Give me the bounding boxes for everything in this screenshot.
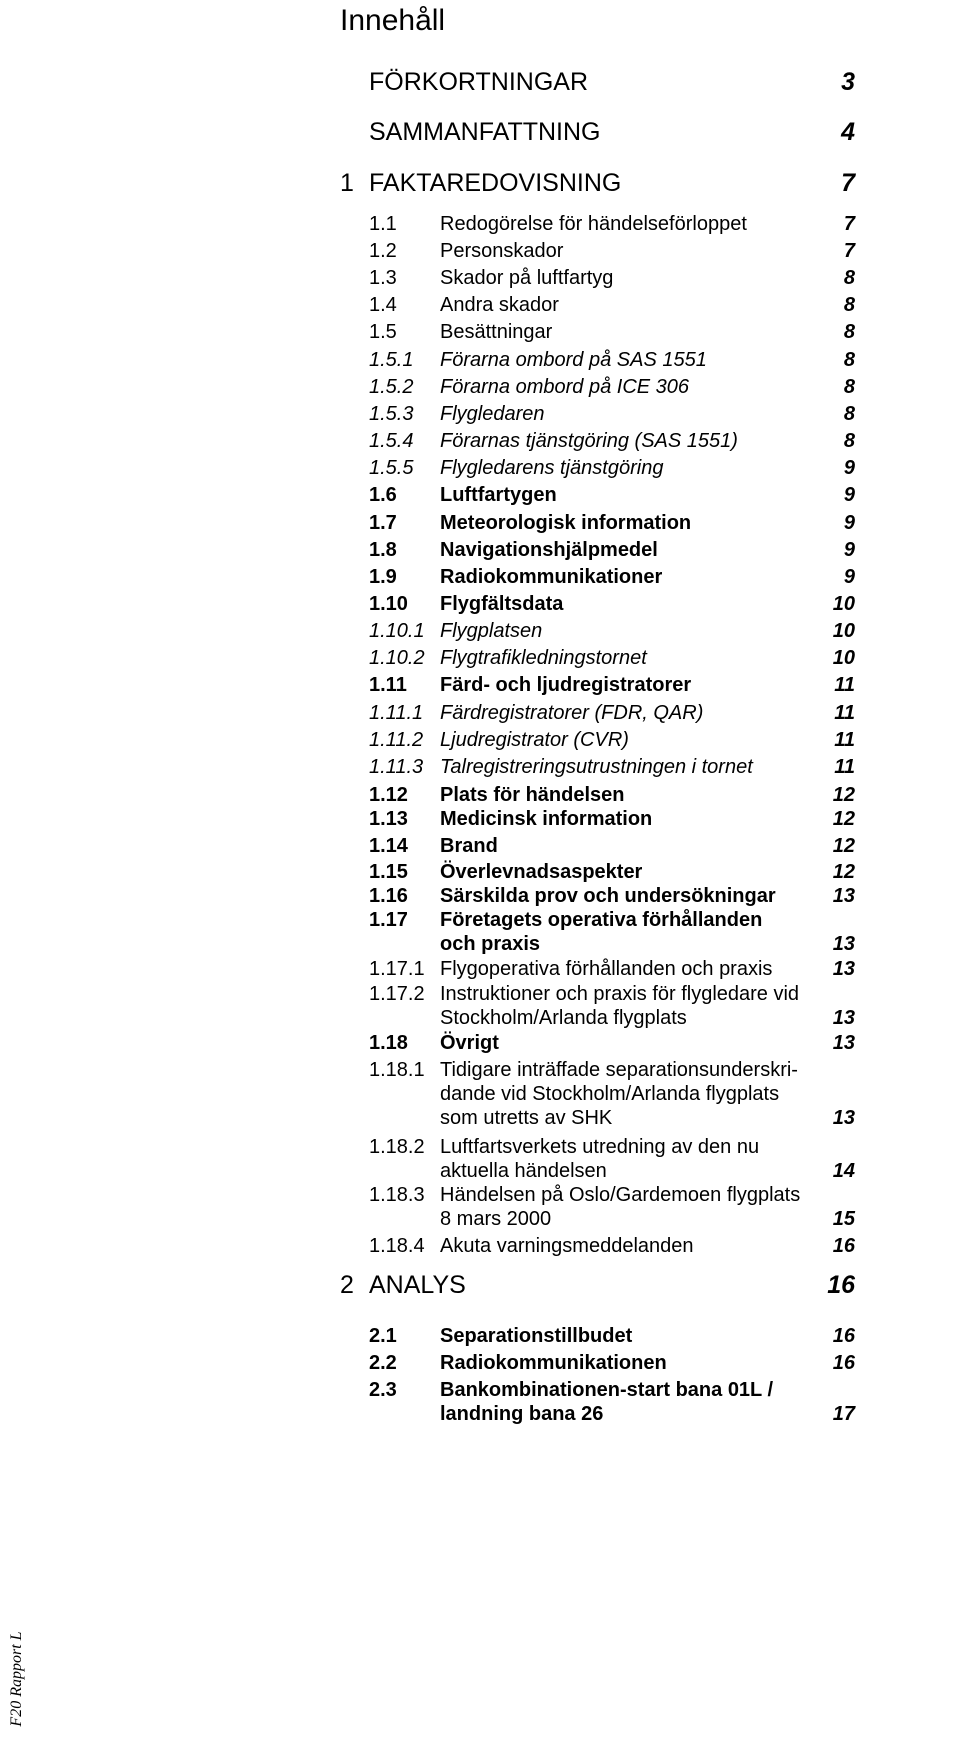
- toc-entry-number: 1.11.2: [369, 729, 424, 751]
- toc-entry-title: Andra skador: [440, 294, 559, 316]
- toc-entry-page-number: 12: [832, 835, 855, 857]
- toc-entry-page-number: 7: [843, 240, 855, 262]
- toc-entry-title-continuation: och praxis: [440, 933, 541, 955]
- toc-entry-number: 1.3: [369, 267, 397, 289]
- toc-entry-page-number: 10: [832, 593, 855, 615]
- toc-entry-number: 1.15: [369, 861, 408, 883]
- toc-entry-title: Personskador: [440, 240, 564, 262]
- toc-entry-page-number: 7: [841, 169, 855, 197]
- toc-entry-number: 2: [340, 1271, 354, 1299]
- toc-entry-title: Särskilda prov och undersökningar: [440, 885, 776, 907]
- toc-entry-title: Brand: [440, 835, 498, 857]
- page-title: Innehåll: [340, 4, 446, 37]
- toc-entry-title-continuation: dande vid Stockholm/Arlanda flygplats: [440, 1083, 780, 1105]
- toc-entry-number: 1.18: [369, 1032, 408, 1054]
- toc-entry-number: 1.2: [369, 240, 397, 262]
- toc-entry-title: Företagets operativa förhållanden: [440, 909, 763, 931]
- toc-entry-page-number: 16: [832, 1352, 855, 1374]
- toc-entry-page-number: 9: [843, 566, 855, 588]
- toc-entry-number: 1.5.5: [369, 457, 414, 479]
- toc-entry-page-number: 15: [832, 1208, 855, 1230]
- toc-entry-number: 1.1: [369, 213, 397, 235]
- toc-entry-number: 1.18.2: [369, 1136, 425, 1158]
- toc-entry-page-number: 11: [834, 674, 855, 696]
- toc-entry-title-continuation: landning bana 26: [440, 1403, 604, 1425]
- toc-entry-title: Radiokommunikationen: [440, 1352, 667, 1374]
- toc-entry-title: Ljudregistrator (CVR): [440, 729, 629, 751]
- toc-entry-page-number: 16: [832, 1235, 855, 1257]
- toc-entry-number: 1.11: [369, 674, 407, 696]
- toc-entry-title: Flygplatsen: [440, 620, 543, 642]
- toc-entry-title-continuation: Stockholm/Arlanda flygplats: [440, 1007, 687, 1029]
- toc-entry-page-number: 10: [832, 620, 855, 642]
- toc-entry-page-number: 8: [843, 321, 855, 343]
- toc-entry-number: 1.7: [369, 512, 397, 534]
- toc-entry-title: Talregistreringsutrustningen i tornet: [440, 756, 753, 778]
- toc-entry-page-number: 8: [843, 349, 855, 371]
- toc-entry-number: 1.16: [369, 885, 408, 907]
- toc-entry-number: 1.5.3: [369, 403, 414, 425]
- toc-entry-number: 2.2: [369, 1352, 397, 1374]
- toc-entry-number: 2.3: [369, 1379, 397, 1401]
- toc-entry-title: FÖRKORTNINGAR: [369, 68, 588, 96]
- toc-entry-page-number: 8: [843, 294, 855, 316]
- toc-entry-title: Radiokommunikationer: [440, 566, 663, 588]
- toc-entry-number: 1.6: [369, 484, 397, 506]
- toc-entry-number: 1.10.2: [369, 647, 425, 669]
- toc-entry-title: Flygledarens tjänstgöring: [440, 457, 664, 479]
- toc-entry-title: Plats för händelsen: [440, 784, 625, 806]
- toc-entry-page-number: 8: [843, 267, 855, 289]
- toc-entry-page-number: 13: [832, 933, 855, 955]
- toc-entry-title: Händelsen på Oslo/Gardemoen flygplats: [440, 1184, 801, 1206]
- toc-entry-page-number: 9: [843, 539, 855, 561]
- toc-entry-number: 1.14: [369, 835, 408, 857]
- toc-entry-number: 1.9: [369, 566, 397, 588]
- toc-entry-title: Färdregistratorer (FDR, QAR): [440, 702, 704, 724]
- toc-entry-number: 1.5.4: [369, 430, 414, 452]
- toc-entry-page-number: 12: [832, 784, 855, 806]
- toc-entry-page-number: 9: [843, 512, 855, 534]
- toc-entry-page-number: 11: [834, 702, 855, 724]
- toc-entry-title: Tidigare inträffade separationsunderskri-: [440, 1059, 798, 1081]
- toc-entry-title: Förarnas tjänstgöring (SAS 1551): [440, 430, 738, 452]
- toc-entry-number: 2.1: [369, 1325, 397, 1347]
- toc-entry-number: 1.4: [369, 294, 397, 316]
- toc-entry-title: Skador på luftfartyg: [440, 267, 614, 289]
- toc-entry-page-number: 13: [832, 1107, 855, 1129]
- toc-entry-number: 1.17.2: [369, 983, 425, 1005]
- toc-entry-page-number: 7: [843, 213, 855, 235]
- toc-entry-page-number: 13: [832, 1032, 855, 1054]
- toc-entry-page-number: 3: [841, 68, 855, 96]
- toc-entry-number: 1.12: [369, 784, 408, 806]
- toc-entry-number: 1.18.3: [369, 1184, 425, 1206]
- toc-entry-page-number: 12: [832, 861, 855, 883]
- toc-entry-page-number: 8: [843, 430, 855, 452]
- toc-entry-title: Akuta varningsmeddelanden: [440, 1235, 694, 1257]
- toc-entry-title-continuation: aktuella händelsen: [440, 1160, 607, 1182]
- toc-entry-title: SAMMANFATTNING: [369, 118, 601, 146]
- toc-entry-title: Flygfältsdata: [440, 593, 564, 615]
- toc-entry-title: Navigationshjälpmedel: [440, 539, 658, 561]
- toc-entry-title: Flygoperativa förhållanden och praxis: [440, 958, 773, 980]
- toc-entry-number: 1.17: [369, 909, 408, 931]
- toc-entry-number: 1.10: [369, 593, 408, 615]
- toc-entry-number: 1.18.1: [369, 1059, 425, 1081]
- toc-entry-title-continuation: som utretts av SHK: [440, 1107, 613, 1129]
- toc-entry-title: Medicinsk information: [440, 808, 653, 830]
- toc-entry-number: 1.5: [369, 321, 397, 343]
- toc-entry-number: 1.5.2: [369, 376, 414, 398]
- toc-entry-number: 1.5.1: [369, 349, 414, 371]
- toc-entry-page-number: 16: [832, 1325, 855, 1347]
- toc-entry-number: 1.17.1: [369, 958, 425, 980]
- toc-entry-number: 1.13: [369, 808, 408, 830]
- toc-entry-page-number: 13: [832, 1007, 855, 1029]
- toc-entry-page-number: 11: [834, 729, 855, 751]
- toc-entry-title: Instruktioner och praxis för flygledare vid: [440, 983, 800, 1005]
- toc-entry-page-number: 13: [832, 885, 855, 907]
- toc-entry-title: Luftfartygen: [440, 484, 557, 506]
- toc-entry-title: ANALYS: [369, 1271, 466, 1299]
- toc-entry-number: 1: [340, 169, 354, 197]
- toc-entry-title: Redogörelse för händelseförloppet: [440, 213, 747, 235]
- toc-entry-title: Överlevnadsaspekter: [440, 861, 643, 883]
- toc-entry-page-number: 14: [832, 1160, 855, 1182]
- toc-entry-page-number: 12: [832, 808, 855, 830]
- toc-entry-page-number: 11: [834, 756, 855, 778]
- toc-entry-title: Förarna ombord på SAS 1551: [440, 349, 707, 371]
- toc-entry-number: 1.18.4: [369, 1235, 425, 1257]
- toc-entry-title: Flygledaren: [440, 403, 545, 425]
- toc-entry-title: FAKTAREDOVISNING: [369, 169, 622, 197]
- toc-entry-title: Övrigt: [440, 1032, 499, 1054]
- toc-entry-page-number: 17: [832, 1403, 855, 1425]
- toc-entry-number: 1.8: [369, 539, 397, 561]
- toc-entry-title: Bankombinationen-start bana 01L /: [440, 1379, 774, 1401]
- toc-entry-page-number: 10: [832, 647, 855, 669]
- toc-entry-number: 1.11.3: [369, 756, 424, 778]
- toc-entry-title: Besättningar: [440, 321, 553, 343]
- toc-entry-title-continuation: 8 mars 2000: [440, 1208, 552, 1230]
- toc-entry-title: Meteorologisk information: [440, 512, 692, 534]
- toc-entry-title: Flygtrafikledningstornet: [440, 647, 647, 669]
- toc-entry-title: Förarna ombord på ICE 306: [440, 376, 690, 398]
- toc-entry-page-number: 9: [843, 457, 855, 479]
- toc-entry-page-number: 9: [843, 484, 855, 506]
- toc-entry-title: Luftfartsverkets utredning av den nu: [440, 1136, 760, 1158]
- side-label: F20 Rapport L: [8, 1631, 25, 1727]
- toc-entry-page-number: 13: [832, 958, 855, 980]
- toc-entry-page-number: 8: [843, 403, 855, 425]
- toc-entry-page-number: 4: [841, 118, 855, 146]
- toc-entry-number: 1.11.1: [369, 702, 424, 724]
- toc-entry-page-number: 16: [827, 1271, 855, 1299]
- toc-entry-title: Färd- och ljudregistratorer: [440, 674, 692, 696]
- toc-entry-number: 1.10.1: [369, 620, 425, 642]
- toc-entry-page-number: 8: [843, 376, 855, 398]
- toc-entry-title: Separationstillbudet: [440, 1325, 633, 1347]
